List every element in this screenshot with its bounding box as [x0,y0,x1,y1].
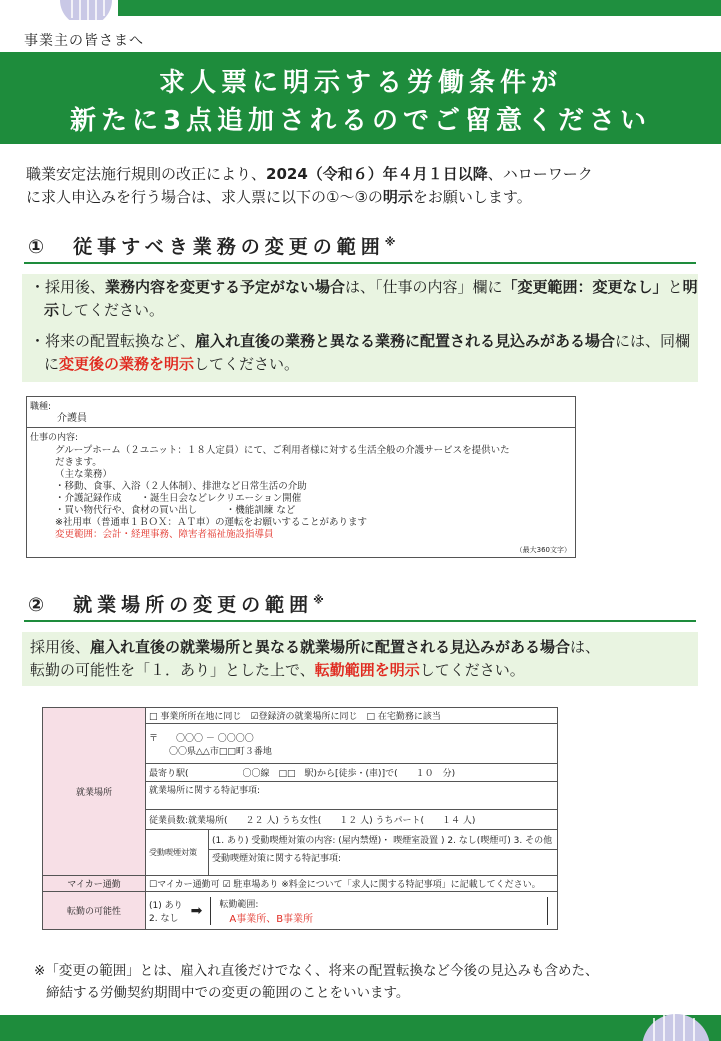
staff-count: 従業員数:就業場所( ２２ 人) うち女性( １２ 人) うちパート( １４ 人) [146,810,558,830]
workplace-options [146,708,558,724]
intro-paragraph [26,163,696,209]
intro-text: 、ハローワーク [487,165,593,183]
audience-label: 事業主の皆さまへ [24,33,144,49]
content-label: 仕事の内容: [30,433,79,443]
intro-date: 2024（令和６）年４月１日以降 [266,165,488,183]
job-value: 介護員 [57,413,87,424]
bullet-text: ・採用後、 [30,278,106,296]
section2-title [28,590,324,617]
workplace-special-notes: 就業場所に関する特記事項: [146,782,558,810]
smoking-label: 受動喫煙対策 [146,830,209,876]
job-content [55,445,510,541]
transfer-no: 2. なし [149,913,179,924]
section1-divider [24,262,696,264]
address: 〇〇県△△市□□町３番地 [169,746,272,757]
content-line: ・移動、食事、入浴（２人体制）、排泄など日常生活の介助 [55,481,307,492]
address-cell [146,724,558,764]
content-line: ※社用車（普通車１ＢＯＸ：ＡＴ車）の運転をお願いすることがあります [55,517,367,528]
bullet-text: してください。 [59,301,165,319]
bullet-text: は、「仕事の内容」欄に [345,278,503,296]
workplace-label: 就業場所 [43,708,146,876]
bullet-text: ・将来の配置転換など、 [30,332,196,350]
range-label: 転勤範囲: [219,899,259,910]
content-line: ・買い物代行や、食材の買い出し ・機能訓練 など [55,505,296,516]
decoration-icon [636,1008,716,1041]
section1-mark: ※ [384,235,396,249]
content-line: だきます。 [55,457,102,468]
bullet-bold: 業務内容を変更する予定がない場合 [105,278,346,296]
section2-highlight [22,632,698,686]
content-line: グループホーム（２ユニット：１８人定員）にて、ご利用者様に対する生活全般の介護サービスを提供いた [55,445,510,456]
bullet-text: と [667,278,683,296]
intro-text: をお願いします。 [412,188,532,206]
footnote-line2: 締結する労働契約期間中での変更の範囲のことをいいます。 [46,985,410,1001]
car-commute-label: マイカー通勤 [43,876,146,892]
top-green-strip [118,0,721,16]
range-value: A事業所、B事業所 [229,913,314,925]
section2-title-text: ② 就業場所の変更の範囲 [28,594,314,616]
change-range: 変更範囲：会計・経理事務、障害者福祉施設指導員 [55,529,274,540]
content-line: （主な業務） [55,469,113,480]
workplace-form [42,707,558,930]
section2-divider [24,620,696,622]
banner-title-line1: 求人票に明示する労働条件が [158,68,562,98]
job-row [27,397,575,428]
option-registered: ☑登録済の就業場所に同じ [250,712,358,722]
intro-text: 職業安定法施行規則の改正により、 [26,165,267,183]
decoration-icon [58,0,114,20]
bullet-bold: 「変更範囲：変更なし」 [502,278,668,296]
section1-bullet2 [22,330,698,376]
bottom-bar [0,1015,721,1041]
transfer-cell [146,892,558,930]
content-line: ・介護記録作成 ・誕生日会などレクリエーション開催 [55,493,302,504]
job-label: 職種: [30,402,52,412]
s2-text: 転勤の可能性を「１．あり」とした上で、 [30,661,315,679]
s2-text: は、 [570,638,601,656]
banner-title-line2: 新たに3点追加されるのでご留意ください [69,106,652,136]
transfer-options [149,898,183,924]
nearest-station: 最寄り駅( 〇〇線 □□ 駅)から[徒歩・(車)]で( １０ 分) [146,764,558,782]
section1-title [28,232,395,259]
job-description-form [26,396,576,558]
title-banner [0,52,721,144]
transfer-label: 転勤の可能性 [43,892,146,930]
section2-mark: ※ [313,593,324,607]
transfer-range [210,897,548,925]
s2-red: 転勤範囲を明示 [314,661,420,679]
car-commute-options: ☐マイカー通勤可 ☑ 駐車場あり ※料金について「求人に関する特記事項」に記載してください。 [146,876,558,892]
bullet-text: には、同欄に [44,332,691,373]
option-remote: □ 在宅勤務に該当 [366,712,441,722]
bullet-bold: 雇入れ直後の業務と異なる業務に配置される見込みがある場合 [195,332,616,350]
max-chars-note: （最大360文字） [515,546,571,554]
option-same-office: □ 事業所所在地に同じ [149,712,242,722]
section1-bullet1 [22,276,698,322]
section1-title-text: ① 従事すべき業務の変更の範囲 [28,236,385,258]
bullet-bold: 明示 [44,278,698,319]
postal-code: 〒 〇〇〇 － 〇〇〇〇 [149,733,254,744]
section1-highlight [22,274,698,382]
s2-text: してください。 [419,661,525,679]
intro-emphasis: 明示 [382,188,413,206]
intro-text: に求人申込みを行う場合は、求人票に以下の①～③の [26,188,383,206]
smoking-measures: (1. あり) 受動喫煙対策の内容: (屋内禁煙)・ 喫煙室設置 ) 2. なし(喫煙可) 3. その他 [209,830,558,850]
footnote-line1: ※「変更の範囲」とは、雇入れ直後だけでなく、将来の配置転換など今後の見込みも含めた、 [34,963,599,979]
s2-bold: 雇入れ直後の就業場所と異なる就業場所に配置される見込みがある場合 [90,638,571,656]
bullet-red: 変更後の業務を明示 [59,355,195,373]
smoking-notes: 受動喫煙対策に関する特記事項: [209,850,558,876]
footnote [34,960,694,1004]
bullet-text: してください。 [194,355,300,373]
top-bar [0,0,721,22]
arrow-right-icon: ➡ [190,902,203,919]
s2-text: 採用後、 [30,638,91,656]
transfer-yes: (1) あり [149,900,183,911]
